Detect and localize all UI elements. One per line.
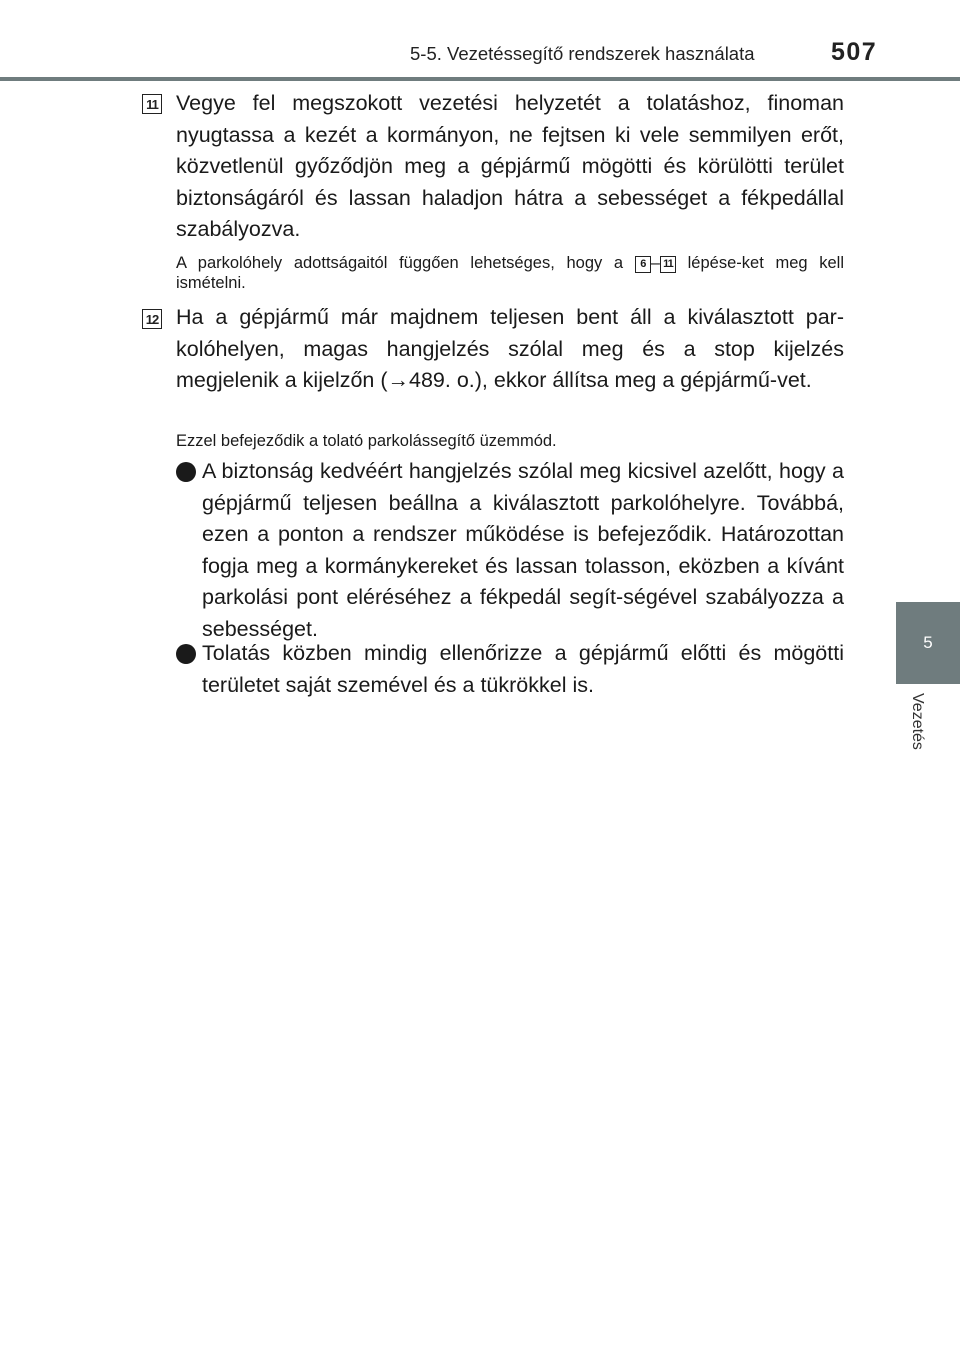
bullet-dot (176, 644, 196, 664)
section-title: 5-5. Vezetéssegítő rendszerek használata (410, 43, 755, 64)
step-12-note: Ezzel befejeződik a tolató parkolássegítő üzemmód. (176, 432, 557, 450)
chapter-tab[interactable] (896, 602, 960, 684)
step-11-note-after: lépése-ket meg kell ismételni. (176, 254, 844, 292)
step-ref-6: 6 (635, 256, 651, 273)
chapter-label: Vezetés (909, 693, 926, 750)
step-11-note-dash: – (650, 254, 660, 272)
bullet-dot (176, 462, 196, 482)
page-number: 507 (831, 38, 878, 66)
header-divider (0, 77, 960, 81)
step-12-text: Ha a gépjármű már majdnem teljesen bent áll a kiválasztott par-kolóhelyen, magas hangjelzés szólal meg és a stop kijelzés megjelenik a kijelzőn (→489. o.), ekkor állítsa meg a gépjármű-vet. (176, 305, 844, 392)
chapter-number: 5 (923, 633, 933, 652)
step-ref-11: 11 (660, 256, 676, 273)
step-11-note-before: A parkolóhely adottságaitól függően lehetséges, hogy a (176, 254, 635, 272)
bullet-item-1: A biztonság kedvéért hangjelzés szólal meg kicsivel azelőtt, hogy a gépjármű teljesen beállna a kiválasztott parkolóhelyre. Továbbá, ezen a ponton a rendszer működése is befejeződik. Határozottan fogja meg a kormánykereket és lassan tolasson, eközben a kívánt parkolási pont eléréséhez a fékpedál segít-ségével szabályozza a sebességet. (202, 459, 844, 641)
step-11-text: Vegye fel megszokott vezetési helyzetét a tolatáshoz, finoman nyugtassa a kezét a kormányon, ne fejtsen ki vele semmilyen erőt, közvetlenül győződjön meg a gépjármű mögötti és körülötti terület biztonságáról és lassan haladjon hátra a sebességet a fékpedállal szabályozva. (176, 91, 844, 241)
step-number-12: 12 (142, 309, 162, 329)
bullet-item-2: Tolatás közben mindig ellenőrizze a gépjármű előtti és mögötti területet saját szemével és a tükrökkel is. (202, 641, 844, 697)
step-number-11: 11 (142, 94, 162, 114)
step-11-note (176, 253, 844, 293)
